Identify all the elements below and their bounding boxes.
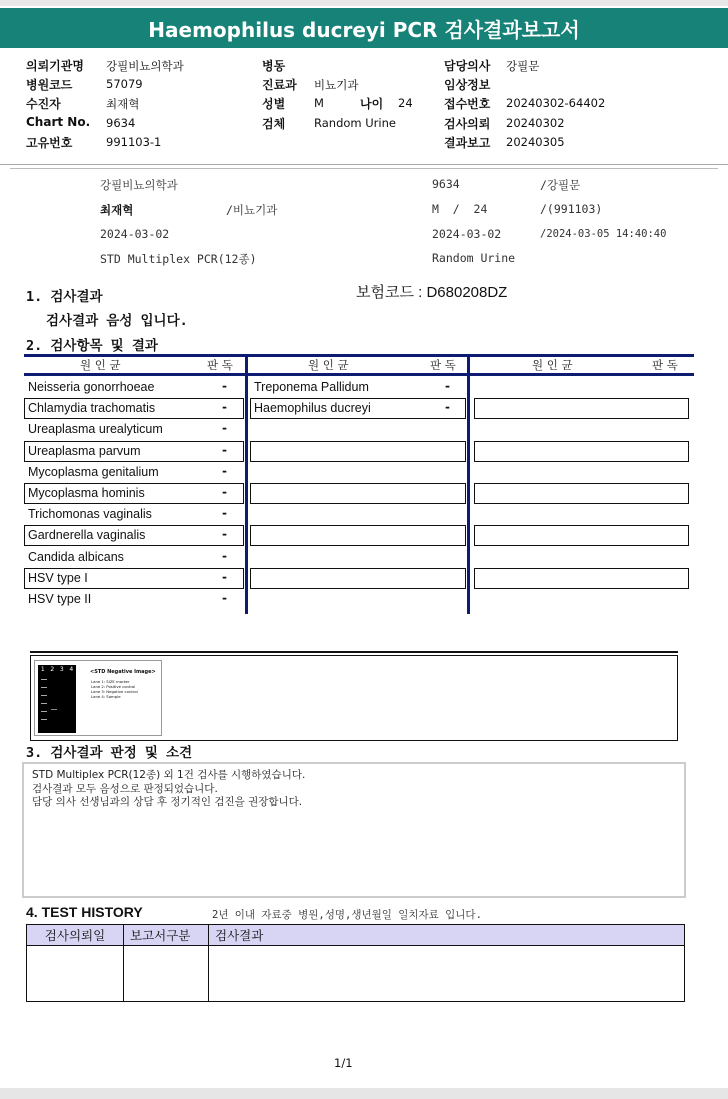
opinion-line-1: STD Multiplex PCR(12종) 외 1건 검사를 시행하였습니다. bbox=[32, 769, 306, 781]
result-row-box bbox=[250, 483, 466, 504]
insurance-code: 보험코드 : D680208DZ bbox=[356, 284, 508, 301]
image-top-line bbox=[30, 651, 678, 653]
summary-sex-age: M / 24 bbox=[432, 202, 488, 216]
header-label-col2-3: 검체 bbox=[262, 117, 286, 131]
pathogen-result: - bbox=[222, 379, 227, 393]
history-col-report-type: 보고서구분 bbox=[124, 925, 209, 946]
pathogen-name: Treponema Pallidum bbox=[254, 380, 369, 394]
gel-lane-4: 4 bbox=[69, 666, 74, 673]
history-cell bbox=[27, 946, 124, 1002]
pathogen-result: - bbox=[445, 379, 450, 393]
header-label-col3-0: 담당의사 bbox=[444, 59, 491, 73]
pathogen-result: - bbox=[222, 400, 227, 415]
section2-heading: 2. 검사항목 및 결과 bbox=[26, 338, 158, 354]
header-label-col1-4: 고유번호 bbox=[26, 136, 73, 150]
pathogen-name: Haemophilus ducreyi bbox=[254, 401, 371, 416]
header-label-col3-3: 검사의뢰 bbox=[444, 117, 491, 131]
history-table bbox=[26, 924, 685, 1002]
section4-heading: 4. TEST HISTORY bbox=[26, 904, 143, 920]
history-cell bbox=[124, 946, 209, 1002]
gel-legend-line-3: Lane 3: Negative control bbox=[91, 689, 138, 694]
header-value-col2-2: M bbox=[314, 96, 324, 110]
gel-legend-line-1: Lane 1: SIZE marker bbox=[91, 679, 130, 684]
header-label-col1-1: 병원코드 bbox=[26, 78, 73, 92]
pathogen-name: Candida albicans bbox=[28, 549, 124, 564]
header-value-col1-4: 991103-1 bbox=[106, 135, 162, 149]
header-value-col3-2: 20240302-64402 bbox=[506, 96, 606, 110]
result-row-box bbox=[474, 568, 689, 589]
gel-title: <STD Negative Image> bbox=[90, 669, 156, 675]
result-row-box bbox=[250, 525, 466, 546]
header-divider-2 bbox=[10, 168, 718, 169]
gel-legend-line-2: Lane 2: Positive control bbox=[91, 684, 136, 689]
header-label-col2-2: 성별 bbox=[262, 97, 286, 111]
header-divider bbox=[0, 164, 728, 165]
header-value-col1-2: 최재혁 bbox=[106, 97, 140, 111]
pathogen-result: - bbox=[222, 548, 227, 563]
pathogen-result: - bbox=[222, 569, 227, 584]
header-label-col3-2: 접수번호 bbox=[444, 97, 491, 111]
pathogen-name: Chlamydia trachomatis bbox=[28, 401, 156, 416]
summary-doctor: /강필문 bbox=[540, 178, 581, 192]
col-header-pathogen-2: 원 인 균 bbox=[308, 358, 349, 372]
header-value-col3-0: 강필문 bbox=[506, 59, 540, 73]
header-value-col1-3: 9634 bbox=[106, 116, 136, 130]
header-value-col3-3: 20240302 bbox=[506, 116, 565, 130]
result-row-box bbox=[474, 441, 689, 462]
section1-heading: 1. 검사결과 bbox=[26, 289, 103, 305]
table-header-line bbox=[24, 373, 694, 376]
result-row-box bbox=[250, 441, 466, 462]
history-note: 2년 이내 자료중 병원,성명,생년월일 일치자료 입니다. bbox=[212, 909, 482, 921]
pathogen-name: Mycoplasma hominis bbox=[28, 486, 145, 500]
summary-specimen: Random Urine bbox=[432, 251, 516, 265]
summary-chart: 9634 bbox=[432, 177, 460, 191]
header-value-col1-0: 강필비뇨의학과 bbox=[106, 59, 184, 73]
header-label-col3-1: 임상정보 bbox=[444, 78, 491, 92]
header-value-col2-1: 비뇨기과 bbox=[314, 78, 359, 92]
header-value-col2-3: Random Urine bbox=[314, 116, 396, 130]
header-label-col1-0: 의뢰기관명 bbox=[26, 59, 84, 73]
gel-lane-numbers bbox=[38, 665, 76, 673]
gel-lane-2: 2 bbox=[50, 666, 55, 673]
report-title: Haemophilus ducreyi PCR 검사결과보고서 bbox=[0, 8, 728, 48]
col-header-result-3: 판 독 bbox=[652, 358, 678, 372]
gel-lane-1: 1 bbox=[40, 666, 45, 673]
summary-collect-date: 2024-03-02 bbox=[100, 227, 170, 241]
pathogen-result: - bbox=[222, 506, 227, 521]
header-label-col2-0: 병동 bbox=[262, 59, 286, 73]
result-row-box bbox=[474, 525, 689, 546]
pathogen-result: - bbox=[222, 591, 227, 605]
bottom-strip bbox=[0, 1088, 728, 1099]
pathogen-name: Gardnerella vaginalis bbox=[28, 528, 146, 543]
pathogen-name: Neisseria gonorrhoeae bbox=[28, 380, 155, 394]
pathogen-result: - bbox=[222, 485, 227, 499]
col-header-result-1: 판 독 bbox=[207, 358, 233, 372]
gel-lane-3: 3 bbox=[59, 666, 64, 673]
gel-legend-line-4: Lane 4: Sample bbox=[91, 694, 121, 699]
top-strip bbox=[0, 0, 728, 6]
gel-lanes-image bbox=[38, 665, 76, 733]
pathogen-result: - bbox=[222, 463, 227, 478]
summary-dept: /비뇨기과 bbox=[226, 203, 278, 217]
opinion-line-3: 담당 의사 선생님과의 상담 후 정기적인 검진을 권장합니다. bbox=[32, 796, 303, 808]
summary-patient: 최재혁 bbox=[100, 203, 134, 217]
summary-id: /(991103) bbox=[540, 202, 603, 216]
section3-heading: 3. 검사결과 판정 및 소견 bbox=[26, 745, 193, 761]
pathogen-name: Mycoplasma genitalium bbox=[28, 464, 159, 479]
col-header-result-2: 판 독 bbox=[430, 358, 456, 372]
history-col-request-date: 검사의뢰일 bbox=[27, 925, 124, 946]
result-row-box bbox=[474, 398, 689, 419]
gel-image bbox=[34, 660, 162, 736]
history-cell bbox=[209, 946, 685, 1002]
table-top-line bbox=[24, 354, 694, 357]
result-row-box bbox=[474, 483, 689, 504]
summary-test-name: STD Multiplex PCR(12종) bbox=[100, 252, 257, 266]
pathogen-name: Ureaplasma parvum bbox=[28, 443, 141, 458]
opinion-box bbox=[22, 762, 686, 898]
history-col-result: 검사결과 bbox=[209, 925, 685, 946]
pathogen-name: HSV type II bbox=[28, 592, 92, 606]
result-row-box bbox=[250, 568, 466, 589]
col-header-pathogen-1: 원 인 균 bbox=[80, 358, 121, 372]
header-label-col3-4: 결과보고 bbox=[444, 136, 491, 150]
table-divider-1 bbox=[245, 354, 248, 614]
pathogen-result: - bbox=[222, 527, 227, 542]
header-label-age: 나이 bbox=[360, 97, 384, 111]
summary-hospital: 강필비뇨의학과 bbox=[100, 178, 178, 192]
header-value-age: 24 bbox=[398, 96, 413, 110]
header-label-col1-2: 수진자 bbox=[26, 97, 61, 111]
pathogen-result: - bbox=[222, 442, 227, 457]
header-value-col3-4: 20240305 bbox=[506, 135, 565, 149]
pathogen-result: - bbox=[222, 421, 227, 436]
header-value-col1-1: 57079 bbox=[106, 77, 143, 91]
pathogen-name: Ureaplasma urealyticum bbox=[28, 422, 163, 437]
gel-legend bbox=[91, 679, 138, 699]
pathogen-name: HSV type I bbox=[28, 570, 88, 585]
pathogen-name: Trichomonas vaginalis bbox=[28, 507, 152, 522]
header-label-col1-3: Chart No. bbox=[26, 115, 91, 129]
result-summary: 검사결과 음성 입니다. bbox=[46, 313, 188, 329]
summary-report-time: /2024-03-05 14:40:40 bbox=[540, 228, 667, 240]
table-divider-2 bbox=[467, 354, 470, 614]
summary-request-date: 2024-03-02 bbox=[432, 227, 502, 241]
page-number: 1/1 bbox=[334, 1056, 353, 1070]
header-label-col2-1: 진료과 bbox=[262, 78, 297, 92]
opinion-line-2: 검사결과 모두 음성으로 판정되었습니다. bbox=[32, 782, 218, 795]
col-header-pathogen-3: 원 인 균 bbox=[532, 358, 573, 372]
pathogen-result: - bbox=[445, 400, 450, 415]
